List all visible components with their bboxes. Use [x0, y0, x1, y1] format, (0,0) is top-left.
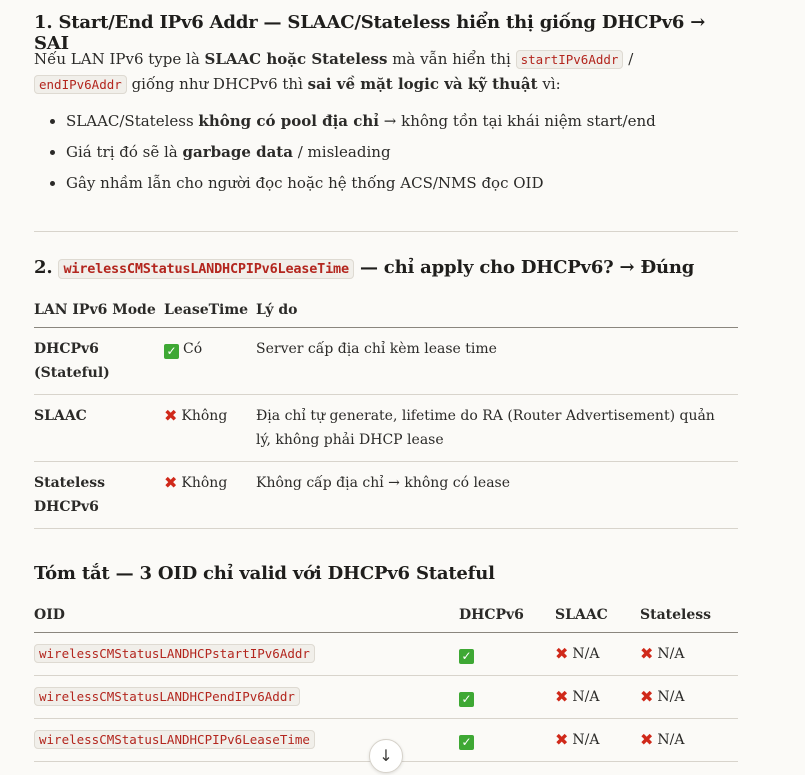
cross-icon: ✖: [555, 687, 569, 706]
table-row: [34, 676, 738, 719]
reason-cell: Server cấp địa chỉ kèm lease time: [256, 328, 738, 395]
slaac-cell: [555, 633, 640, 676]
cross-icon: ✖: [164, 406, 178, 425]
section-1-bullets: [34, 106, 738, 199]
na-value: N/A: [572, 646, 600, 662]
lease-cell: [164, 328, 256, 395]
mode-cell: DHCPv6 (Stateful): [34, 328, 164, 395]
oid-cell: [34, 676, 459, 719]
bullet-item: [66, 137, 738, 168]
bullet-text: / misleading: [292, 143, 391, 161]
inline-code: endIPv6Addr: [34, 75, 127, 94]
check-icon: ✓: [459, 649, 474, 664]
slaac-cell: [555, 676, 640, 719]
na-value: N/A: [657, 732, 685, 748]
na-value: N/A: [572, 732, 600, 748]
column-header: Stateless: [640, 607, 738, 633]
intro-text: vì:: [537, 75, 561, 93]
column-header: LAN IPv6 Mode: [34, 302, 164, 328]
table-header-row: [34, 607, 738, 633]
oid-code: wirelessCMStatusLANDHCPstartIPv6Addr: [34, 644, 315, 663]
bullet-text: Giá trị đó sẽ là: [66, 143, 183, 161]
lease-cell: [164, 462, 256, 529]
reason-cell: Không cấp địa chỉ → không có lease: [256, 462, 738, 529]
section-1-heading: 1. Start/End IPv6 Addr — SLAAC/Stateless hiển thị giống DHCPv6 → SAI: [34, 12, 706, 54]
section-2-heading: [34, 257, 738, 278]
lease-cell: [164, 395, 256, 462]
na-value: N/A: [657, 646, 685, 662]
lease-value: Không: [181, 408, 228, 424]
column-header: SLAAC: [555, 607, 640, 633]
mode-cell: SLAAC: [34, 395, 164, 462]
bullet-item: • Gây nhầm lẫn cho người đọc hoặc hệ thống ACS/NMS đọc OID: [66, 168, 738, 199]
oid-code: wirelessCMStatusLANDHCPendIPv6Addr: [34, 687, 300, 706]
cross-icon: ✖: [640, 687, 654, 706]
inline-code: startIPv6Addr: [516, 50, 624, 69]
divider: [34, 231, 738, 232]
slaac-cell: [555, 719, 640, 762]
dhcpv6-cell: [459, 676, 555, 719]
table-header-row: [34, 302, 738, 328]
column-header: OID: [34, 607, 459, 633]
table-row: [34, 328, 738, 395]
arrow-down-icon: ↓: [379, 746, 393, 765]
stateless-cell: [640, 719, 738, 762]
na-value: N/A: [572, 689, 600, 705]
cross-icon: ✖: [640, 644, 654, 663]
bullet-bold: không có pool địa chỉ: [198, 112, 379, 130]
table-row: [34, 462, 738, 529]
lease-value: Có: [183, 341, 203, 357]
cross-icon: ✖: [164, 473, 178, 492]
intro-bold: SLAAC hoặc Stateless: [204, 50, 388, 68]
heading-suffix: — chỉ apply cho DHCPv6? → Đúng: [353, 257, 695, 278]
reason-cell: Địa chỉ tự generate, lifetime do RA (Router Advertisement) quản lý, không phải DHCP lease: [256, 395, 738, 462]
column-header: LeaseTime: [164, 302, 256, 328]
mode-cell: Stateless DHCPv6: [34, 462, 164, 529]
cross-icon: ✖: [555, 644, 569, 663]
table-row: [34, 633, 738, 676]
intro-bold: sai về mặt logic và kỹ thuật: [307, 75, 538, 93]
lease-value: Không: [181, 475, 228, 491]
heading-prefix: 2.: [34, 257, 59, 278]
section-1-intro: [34, 47, 738, 97]
bullet-item: [66, 106, 738, 137]
column-header: DHCPv6: [459, 607, 555, 633]
inline-code: wirelessCMStatusLANDHCPIPv6LeaseTime: [58, 259, 353, 279]
bullet-text: → không tồn tại khái niệm start/end: [379, 112, 656, 130]
table-row: [34, 395, 738, 462]
column-header: Lý do: [256, 302, 738, 328]
section-3-heading: Tóm tắt — 3 OID chỉ valid với DHCPv6 Stateful: [34, 563, 495, 584]
check-icon: ✓: [164, 344, 179, 359]
oid-code: wirelessCMStatusLANDHCPIPv6LeaseTime: [34, 730, 315, 749]
cross-icon: ✖: [640, 730, 654, 749]
oid-cell: [34, 633, 459, 676]
cross-icon: ✖: [555, 730, 569, 749]
stateless-cell: [640, 676, 738, 719]
intro-text: Nếu LAN IPv6 type là: [34, 50, 205, 68]
lease-time-table: [34, 302, 738, 529]
bullet-text: SLAAC/Stateless: [66, 112, 199, 130]
na-value: N/A: [657, 689, 685, 705]
scroll-down-button[interactable]: [369, 739, 403, 773]
intro-text: giống như DHCPv6 thì: [126, 75, 308, 93]
dhcpv6-cell: [459, 633, 555, 676]
stateless-cell: [640, 633, 738, 676]
check-icon: ✓: [459, 735, 474, 750]
dhcpv6-cell: [459, 719, 555, 762]
intro-text: /: [623, 50, 634, 68]
bullet-bold: garbage data: [182, 143, 293, 161]
intro-text: mà vẫn hiển thị: [387, 50, 516, 68]
check-icon: ✓: [459, 692, 474, 707]
